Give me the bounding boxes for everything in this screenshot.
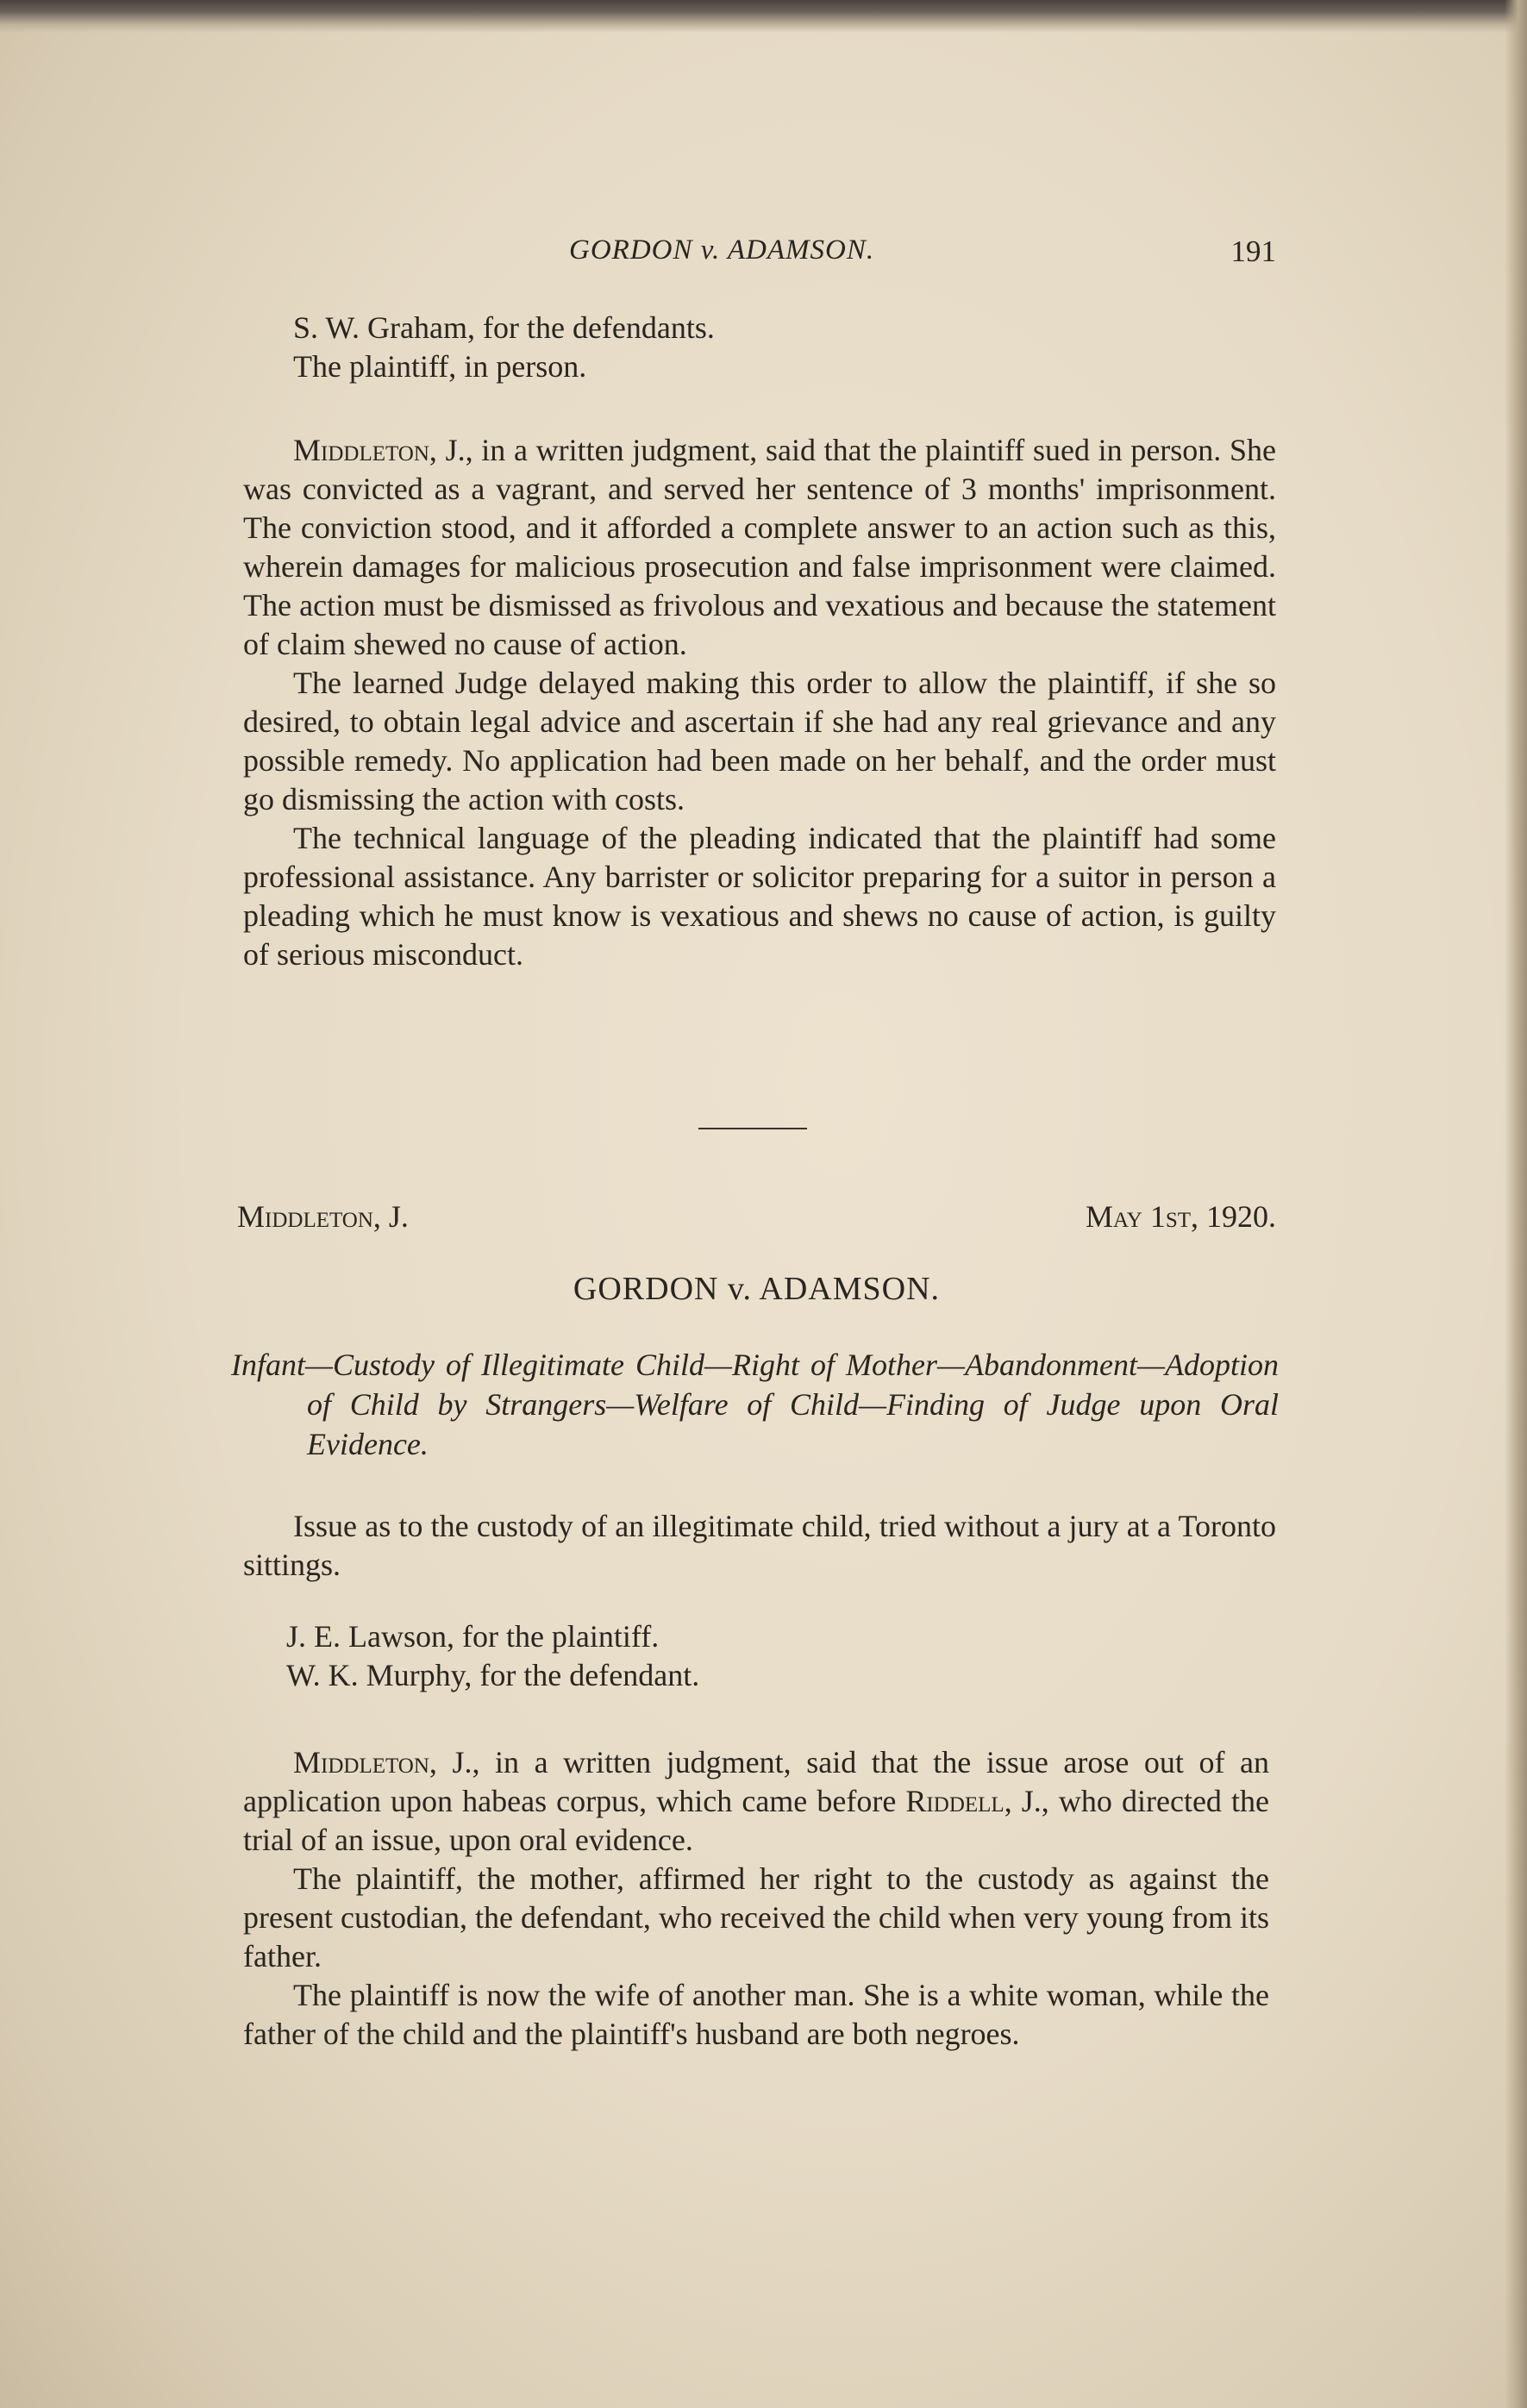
judgment-paragraph: The learned Judge delayed making this order to allow the plaintiff, if she so desired, to obtain legal advice and ascertain if she had any real grievance and any possible remedy. No application had been made on her behalf, and the order must go dismissing the action with costs.	[243, 666, 1276, 816]
judgment-paragraph: The technical language of the pleading indicated that the plaintiff had some professional assistance. Any barrister or solicitor preparing for a suitor in person a pleading which he must know is vexatious and shews no cause of action, is guilty of serious misconduct.	[243, 821, 1276, 972]
page-header	[569, 235, 1276, 286]
case-headnote: Infant—Custody of Illegitimate Child—Right of Mother—Abandonment—Adoption of Child by Strangers—Welfare of Child—Finding of Judge upon Oral Evidence.	[231, 1348, 1279, 1461]
page-right-edge	[1505, 0, 1527, 2408]
judgment-paragraph: The plaintiff is now the wife of another man. She is a white woman, while the father of the child and the plaintiff's husband are both negroes.	[243, 1978, 1269, 2051]
prev-case-counsel	[243, 309, 1276, 386]
prev-case-judgment	[243, 431, 1276, 974]
judge-name: Middleton	[293, 1745, 429, 1779]
section-divider	[698, 1128, 807, 1129]
paragraph-text: , J., in a written judgment, said that the issue arose out of an application upon habeas corpus, which came before	[243, 1745, 1269, 1818]
case-date: May 1st, 1920.	[1086, 1199, 1276, 1234]
issue-statement	[243, 1507, 1276, 1585]
counsel-line: J. E. Lawson, for the plaintiff.	[286, 1619, 660, 1654]
page-number: 191	[1230, 235, 1276, 268]
judgment-paragraph	[243, 431, 1276, 664]
counsel-line: S. W. Graham, for the defendants.	[293, 310, 715, 345]
judge-name: Riddell	[905, 1784, 1004, 1818]
running-head: GORDON v. ADAMSON.	[569, 235, 875, 266]
case-title: GORDON v. ADAMSON.	[573, 1271, 941, 1307]
judge-name: Middleton	[293, 433, 429, 467]
case-byline	[237, 1198, 1276, 1242]
counsel-line: W. K. Murphy, for the defendant.	[286, 1658, 700, 1692]
judgment-paragraph	[243, 1743, 1269, 1860]
issue-paragraph: Issue as to the custody of an illegitimate child, tried without a jury at a Toronto sittings.	[243, 1509, 1276, 1582]
paragraph-text: , J., who directed the trial of an issue, upon oral evidence.	[243, 1784, 1270, 1857]
new-case-counsel	[243, 1617, 1276, 1695]
judge-name: Middleton, J.	[237, 1199, 409, 1234]
paragraph-text: , J., in a written judgment, said that the plaintiff sued in person. She was convicted as a vagrant, and served her sentence of 3 months' imprisonment. The conviction stood, and it afforded a complete answer to an action such as this, wherein damages for malicious prosecution and false imprisonment were claimed. The action must be dismissed as frivolous and vexatious and because the statement of claim shewed no cause of action.	[243, 433, 1276, 661]
new-case-judgment	[243, 1743, 1269, 2054]
counsel-line: The plaintiff, in person.	[293, 349, 587, 384]
judgment-paragraph: The plaintiff, the mother, affirmed her right to the custody as against the present custodian, the defendant, who received the child when very young from its father.	[243, 1861, 1269, 1973]
page-top-edge	[0, 0, 1527, 33]
